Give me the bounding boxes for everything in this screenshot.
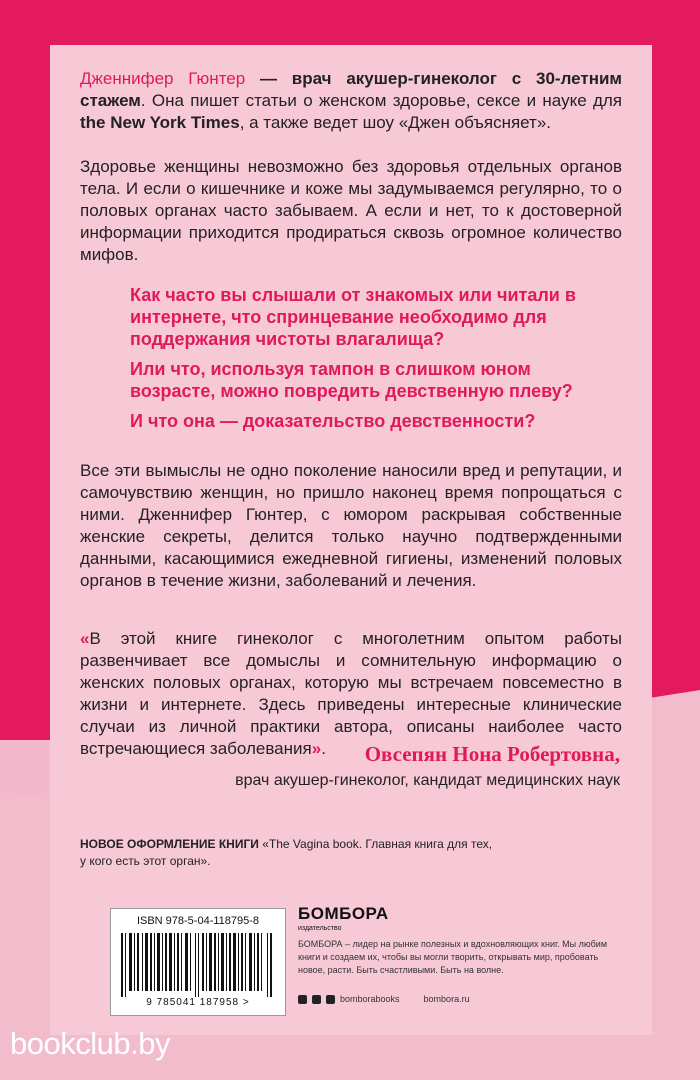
watermark-text: bookclub.by — [10, 1026, 170, 1061]
body-paragraph-3: Все эти вымыслы не одно поколение наносили вред и репутации, и самочувствию женщин, но пришло наконец время попрощаться с ними. Дженнифер Гюнтер, с юмором раскрывая собственные женские секреты, делится только научно подтвержденными данными, касающимися ежедневной гигиены, изменений половых органов в течение жизни, заболеваний и лечения. — [80, 461, 622, 590]
watermark — [0, 1020, 170, 1067]
review-quote — [80, 628, 622, 760]
reviewer-name: Овсепян Нона Робертовна, — [364, 742, 620, 766]
edition-note-text: «The Vagina book. Главная книга для тех, у кого есть этот орган». — [80, 837, 493, 868]
intro-text-end: , а также ведет шоу «Джен объясняет». — [239, 113, 552, 132]
barcode — [110, 908, 286, 1016]
intro-paragraph — [80, 68, 622, 134]
social-icon — [298, 995, 307, 1004]
publisher-socials — [298, 994, 470, 1004]
reviewer-role: врач акушер-гинеколог, кандидат медицинских наук — [235, 772, 620, 789]
review-dot: . — [321, 739, 326, 758]
review-text: В этой книге гинеколог с многолетним опытом работы развенчивает все домыслы и сомнительную информацию о женских половых органах, которую мы встречаем повсеместно в жизни и интернете. Здесь приведены интересные клинические случаи из личной практики автора, описаны наиболее часто встречающиеся заболевания — [80, 629, 622, 758]
body-paragraph-2: Здоровье женщины невозможно без здоровья отдельных органов тела. И если о кишечнике и коже мы задумываемся регулярно, то о половых органах часто забываем. А если и нет, то к достоверной информации приходится продираться сквозь огромное количество мифов. — [80, 157, 622, 264]
publisher-logo: БОМБОРА — [298, 904, 389, 923]
publisher-site: bombora.ru — [423, 994, 470, 1004]
edition-note-label: НОВОЕ ОФОРМЛЕНИЕ КНИГИ — [80, 837, 259, 851]
question-2: Или что, используя тампон в слишком юном возрасте, можно повредить девственную плеву? — [130, 359, 573, 401]
edition-note — [80, 836, 500, 870]
newspaper-name: the New York Times — [80, 113, 240, 132]
publisher-subtitle: издательство — [298, 925, 342, 932]
barcode-bars — [121, 933, 275, 997]
barcode-digits: 9 785041 187958 > — [146, 997, 250, 1008]
isbn-text: ISBN 978-5-04-118795-8 — [136, 915, 260, 927]
open-quote: « — [80, 629, 90, 648]
social-handle: bomborabooks — [340, 994, 400, 1004]
social-icon — [326, 995, 335, 1004]
social-icon — [312, 995, 321, 1004]
intro-dash: — — [245, 69, 292, 88]
author-name: Дженнифер Гюнтер — [80, 69, 246, 88]
publisher-description: БОМБОРА – лидер на рынке полезных и вдохновляющих книг. Мы любим книги и создаем их, чтобы вы могли творить, открывать мир, пробовать новое, расти. Быть счастливыми. Быть на волне. — [298, 939, 608, 975]
close-quote: » — [311, 739, 322, 758]
question-1: Как часто вы слышали от знакомых или читали в интернете, что спринцевание необходимо для поддержания чистоты влагалища? — [130, 285, 576, 349]
intro-text: . Она пишет статьи о женском здоровье, сексе и науке для — [140, 91, 622, 110]
question-3: И что она — доказательство девственности? — [130, 411, 536, 431]
author-credentials: врач акушер-гинеколог с 30-летним стажем — [80, 69, 622, 110]
